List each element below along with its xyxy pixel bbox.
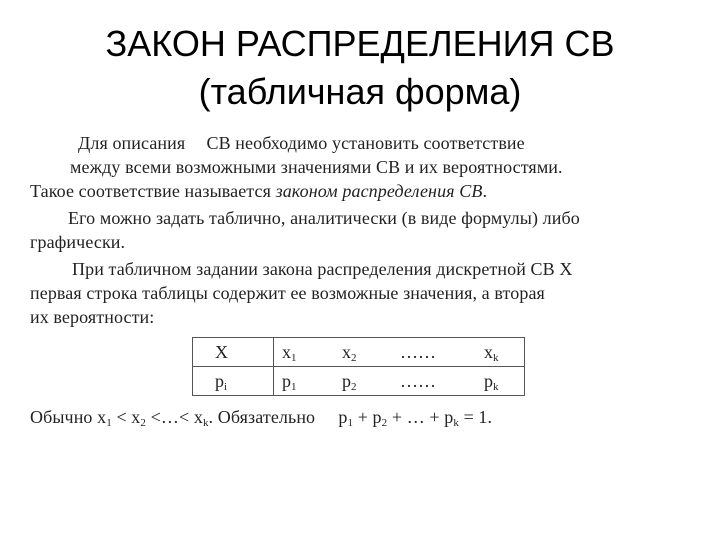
cell-subscript: k [493,351,499,364]
footer-text: p [338,407,348,427]
footer-text: + p [353,407,382,427]
footer-subscript: 1 [347,417,354,429]
table-cell: …… [392,367,474,396]
cell-text: p [484,370,493,391]
table-cell [474,338,525,367]
table-row-values [193,338,525,367]
cell-subscript: 2 [351,351,357,364]
paragraph2-line1: Его можно задать таблично, аналитически (в виде формулы) либо [68,208,580,228]
table-cell [274,367,335,396]
cell-subscript: k [493,380,499,393]
paragraph3-line3: их вероятности: [30,307,155,327]
footer-text: < x [111,407,141,427]
cell-text: x [342,341,351,362]
cell-text: p [282,370,291,391]
cell-subscript: 2 [351,380,357,393]
p1-line3-text: Такое соответствие называется [30,181,271,201]
table-cell [193,367,274,396]
footer-text: <…< x [146,407,203,427]
footer-text: + … + p [387,407,454,427]
paragraph1-line3 [30,180,487,202]
p1-text-b: СВ [206,133,231,153]
table-cell [474,367,525,396]
cell-subscript: 1 [291,380,297,393]
footer-subscript: 1 [106,417,112,429]
footer-text: Обычно x [30,407,107,427]
p1-text-a: Для описания [78,133,186,153]
paragraph2-line2: графически. [30,232,126,252]
term-distribution-law: законом распределения СВ [275,181,483,201]
table-cell: …… [392,338,474,367]
p1-text-c: необходимо установить соответствие [235,133,525,153]
table-cell [334,338,392,367]
cell-subscript: i [224,380,228,393]
paragraph1-line2: между всеми возможными значениями СВ и их вероятностями. [70,157,563,177]
slide-title-line1: ЗАКОН РАСПРЕДЕЛЕНИЯ СВ [105,23,615,64]
paragraph1-line1 [78,132,525,154]
table-cell [274,338,335,367]
distribution-table [192,337,525,396]
cell-text: p [342,370,351,391]
footer-formula-line [30,406,492,428]
footer-subscript: k [202,417,209,429]
cell-text: x [484,341,493,362]
footer-subscript: k [453,417,459,429]
table-cell: X [193,338,274,367]
paragraph3-line1: При табличном задании закона распределения дискретной СВ X [72,259,573,279]
footer-text: . Обязательно [208,407,316,427]
table-row-probabilities [193,367,525,396]
cell-text: p [215,370,224,391]
footer-subscript: 2 [140,417,147,429]
cell-subscript: 1 [291,351,297,364]
slide-title-line2: (табличная форма) [198,71,522,112]
footer-subscript: 2 [381,417,388,429]
footer-text: = 1. [458,407,493,427]
p1-line3-period: . [482,181,488,201]
paragraph3-line2: первая строка таблицы содержит ее возможные значения, а вторая [30,283,545,303]
cell-text: x [282,341,291,362]
table-cell [334,367,392,396]
